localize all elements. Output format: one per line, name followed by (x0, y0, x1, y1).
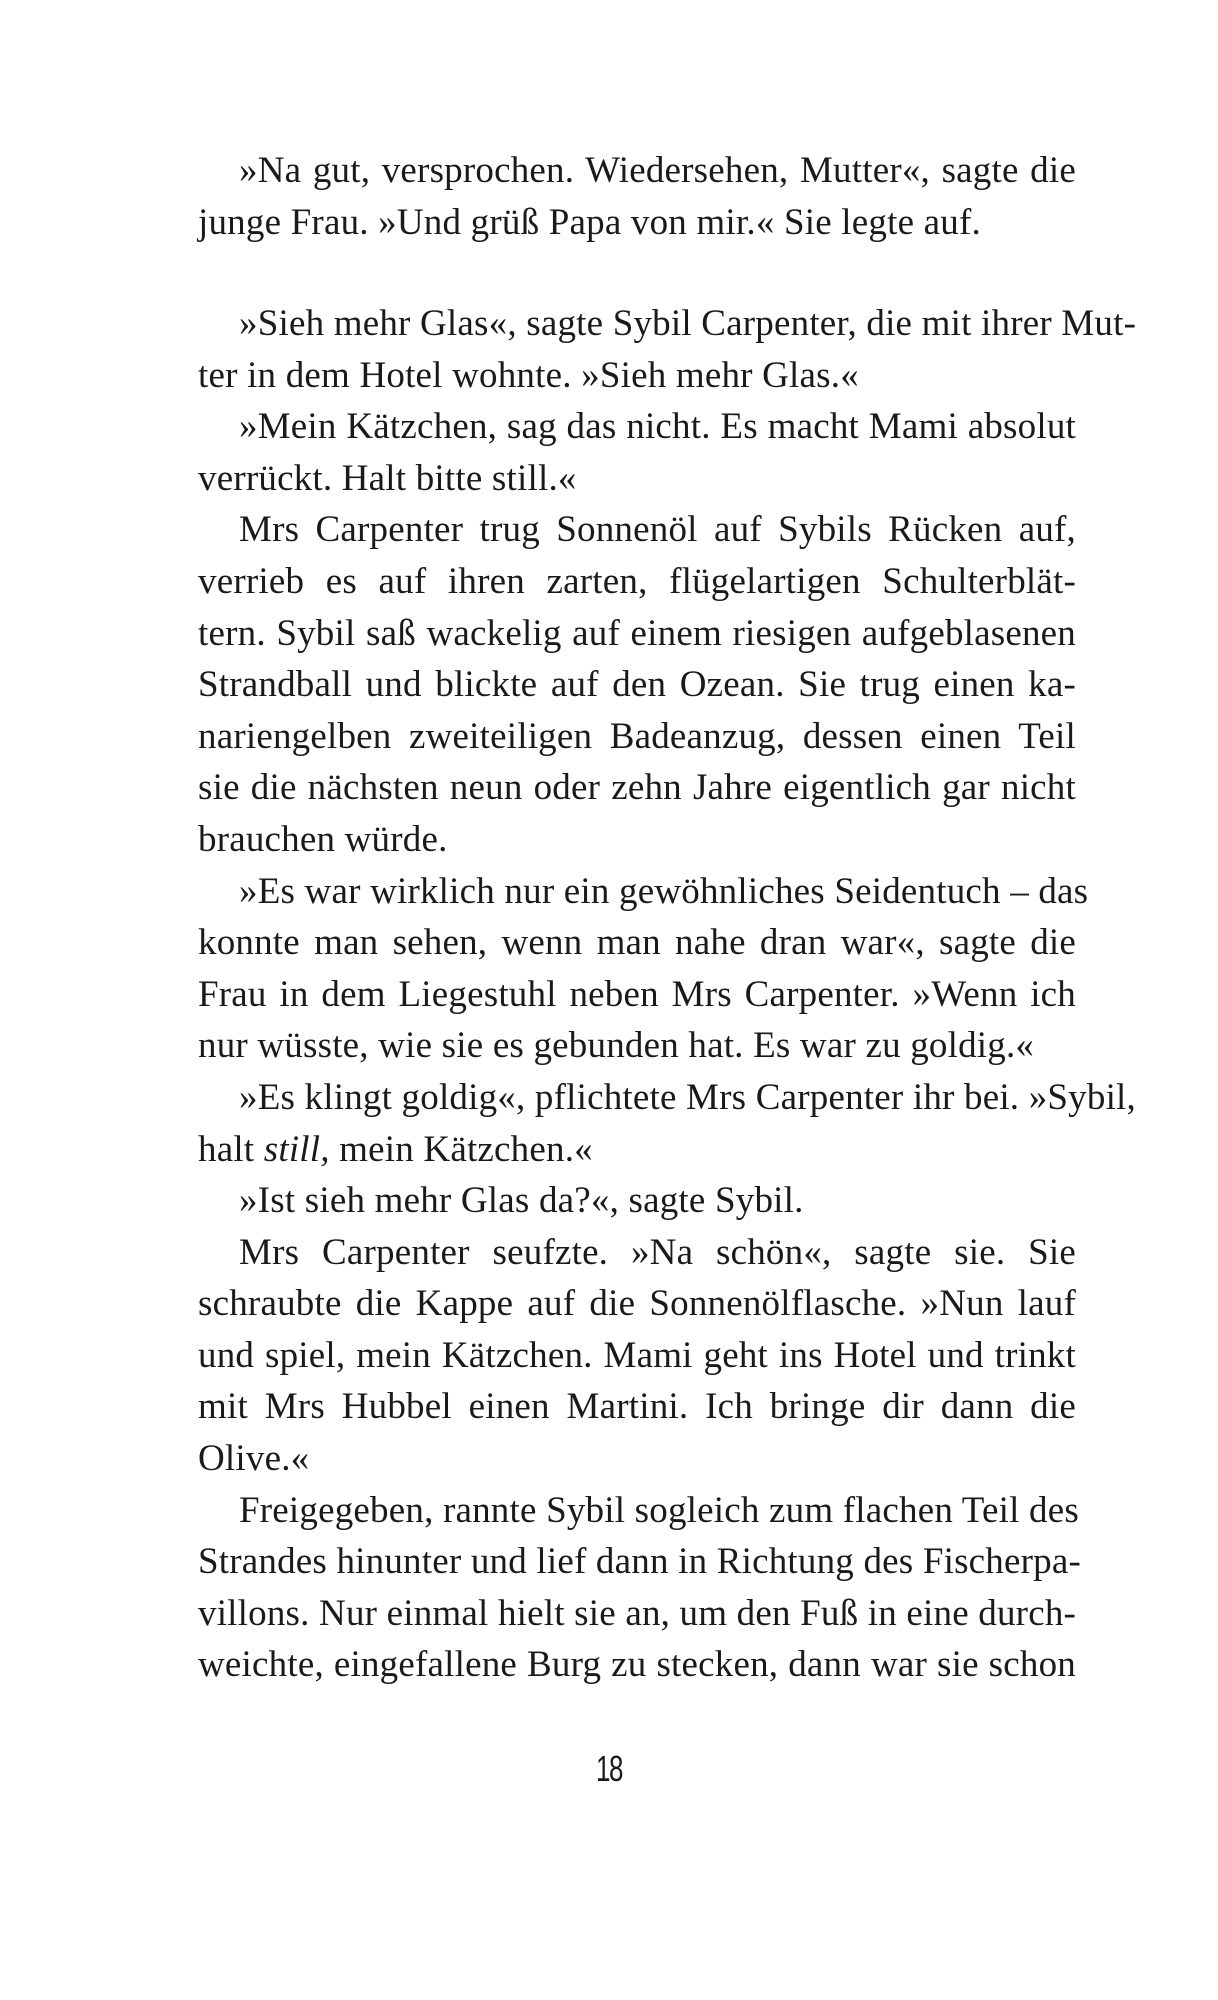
text-line: »Ist sieh mehr Glas da?«, sagte Sybil. (239, 1180, 804, 1222)
text-line: Frau in dem Liegestuhl neben Mrs Carpenter. »Wenn ich (198, 973, 1076, 1015)
text-block-phone-call-ending (198, 145, 1076, 248)
text-line: ter in dem Hotel wohnte. »Sieh mehr Glas.« (198, 354, 859, 396)
text-line: Strandball und blickte auf den Ozean. Sie trug einen ka- (198, 664, 1076, 706)
text-line: verrückt. Halt bitte still.« (198, 457, 577, 499)
text-line: brauchen würde. (198, 818, 448, 860)
text-line: nur wüsste, wie sie es gebunden hat. Es war zu goldig.« (198, 1025, 1035, 1067)
page-number: 18 (596, 1748, 622, 1789)
text-line: »Es klingt goldig«, pflichtete Mrs Carpenter ihr bei. »Sybil, (239, 1076, 1136, 1118)
text-line: verrieb es auf ihren zarten, flügelartigen Schulterblät- (198, 560, 1076, 602)
text-line: »Na gut, versprochen. Wiedersehen, Mutter«, sagte die (239, 150, 1076, 191)
text-line: mit Mrs Hubbel einen Martini. Ich bringe dir dann die (198, 1386, 1076, 1428)
text-line: Strandes hinunter und lief dann in Richtung des Fischerpa- (198, 1541, 1081, 1583)
text-line: junge Frau. »Und grüß Papa von mir.« Sie legte auf. (198, 201, 981, 243)
text-line: sie die nächsten neun oder zehn Jahre eigentlich gar nicht (198, 767, 1076, 809)
text-run: halt (198, 1128, 255, 1170)
text-line (198, 1124, 1076, 1176)
text-line: und spiel, mein Kätzchen. Mami geht ins Hotel und trinkt (198, 1334, 1076, 1376)
text-line: Freigegeben, rannte Sybil sogleich zum flachen Teil des (239, 1489, 1079, 1531)
text-line: »Sieh mehr Glas«, sagte Sybil Carpenter, die mit ihrer Mut- (239, 303, 1137, 344)
text-line: weichte, eingefallene Burg zu stecken, dann war sie schon (198, 1644, 1076, 1686)
text-line: villons. Nur einmal hielt sie an, um den Fuß in eine durch- (198, 1592, 1077, 1634)
text-line: »Es war wirklich nur ein gewöhnliches Seidentuch – das (239, 870, 1089, 912)
text-line: nariengelben zweiteiligen Badeanzug, dessen einen Teil (198, 715, 1076, 757)
text-line: Mrs Carpenter seufzte. »Na schön«, sagte sie. Sie (239, 1231, 1076, 1273)
text-line: Olive.« (198, 1438, 310, 1480)
text-line: schraubte die Kappe auf die Sonnenölflasche. »Nun lauf (198, 1283, 1076, 1325)
text-line: tern. Sybil saß wackelig auf einem riesigen aufgeblasenen (198, 612, 1076, 654)
text-line: konnte man sehen, wenn man nahe dran war«, sagte die (198, 922, 1076, 964)
text-block-beach-scene (198, 298, 1137, 1691)
text-line: Mrs Carpenter trug Sonnenöl auf Sybils Rücken auf, (239, 509, 1076, 551)
text-run: mein Kätzchen.« (339, 1128, 593, 1170)
emphasis-still: still, (263, 1128, 330, 1170)
text-line: »Mein Kätzchen, sag das nicht. Es macht Mami absolut (239, 406, 1076, 448)
